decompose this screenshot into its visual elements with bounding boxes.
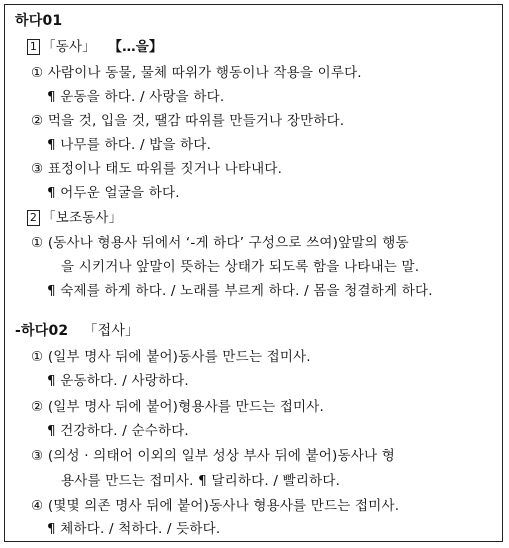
sense-marker: ③ [31,161,44,177]
headword-text: -하다02 [15,323,69,339]
definition-text: (의성 · 의태어 이외의 일부 성상 부사 뒤에 붙어)동사나 형 [47,448,395,464]
example-text: ¶ 숙제를 하게 하다. / 노래를 부르게 하다. / 몸을 청결하게 하다. [47,283,433,299]
pos-label: 「보조동사」 [42,210,123,226]
sense-marker: ④ [31,498,44,514]
definition-text: (몇몇 의존 명사 뒤에 붙어)동사나 형용사를 만드는 접미사. [47,498,400,514]
sense-definition [31,496,399,516]
definition-continuation: 용사를 만드는 접미사. ¶ 달리하다. / 빨리하다. [61,473,341,489]
pos-label: 「접사」 [83,323,140,339]
pos-label: 「동사」 [42,39,96,55]
sense-marker: ③ [31,448,44,464]
sense-marker: ① [31,65,44,81]
pos-number-box: 1 [27,39,40,55]
example-text: ¶ 운동하다. / 사랑하다. [47,373,189,389]
definition-text: (동사나 형용사 뒤에서 ‘-게 하다’ 구성으로 쓰여)앞말의 행동 [47,235,409,251]
sense-definition [31,233,409,253]
definition-text: 먹을 것, 입을 것, 땔감 따위를 만들거나 장만하다. [47,113,345,129]
pos-number-box: 2 [27,210,40,226]
example-text: ¶ 운동을 하다. / 사랑을 하다. [47,89,225,105]
sense-definition [31,446,395,466]
sense-definition [31,347,311,367]
sense-marker: ① [31,235,44,251]
sense-marker: ① [31,349,44,365]
sense-marker: ② [31,399,44,415]
sense-definition [31,111,344,131]
sentence-pattern: 【…을】 [108,39,163,55]
definition-text: (일부 명사 뒤에 붙어)동사를 만드는 접미사. [47,349,311,365]
headword-hada02 [15,321,139,341]
definition-text: 표정이나 태도 따위를 짓거나 나타내다. [47,161,283,177]
definition-text: 사람이나 동물, 물체 따위가 행동이나 작용을 이루다. [47,65,362,81]
dictionary-entry-box [4,4,503,542]
pos-line-auxiliary-verb [27,208,122,228]
pos-line-verb [27,37,163,57]
example-text: ¶ 나무를 하다. / 밥을 하다. [47,137,212,153]
definition-continuation: 을 시키거나 앞말이 뜻하는 상태가 되도록 함을 나타내는 말. [61,259,420,275]
example-text: ¶ 건강하다. / 순수하다. [47,423,189,439]
definition-text: (일부 명사 뒤에 붙어)형용사를 만드는 접미사. [47,399,325,415]
headword-hada01: 하다01 [15,13,63,29]
example-text: ¶ 체하다. / 척하다. / 듯하다. [47,521,221,537]
sense-marker: ② [31,113,44,129]
sense-definition [31,397,324,417]
sense-definition [31,159,282,179]
sense-definition [31,63,362,83]
example-text: ¶ 어두운 얼굴을 하다. [47,185,180,201]
